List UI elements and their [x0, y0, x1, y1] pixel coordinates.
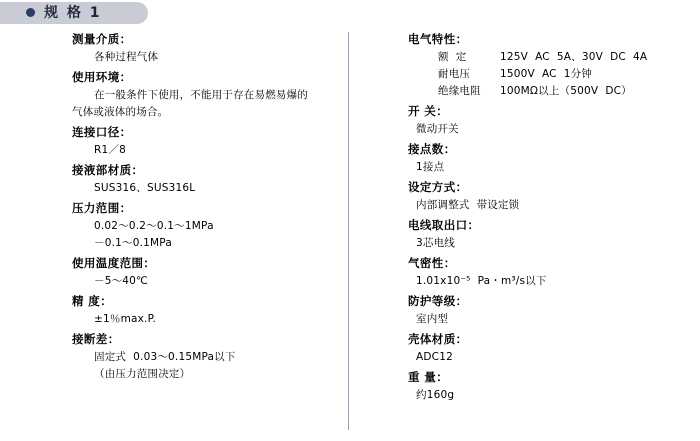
- spec-term: 使用温度范围：: [72, 256, 156, 270]
- spec-value-row: [386, 66, 686, 83]
- spec-value: 在一般条件下使用，不能用于存在易燃易爆的: [94, 89, 308, 101]
- spec-value: 各种过程气体: [94, 51, 159, 63]
- spec-term: 精 度：: [72, 294, 113, 308]
- spec-value-text: 1500V AC 1分钟: [500, 68, 593, 80]
- spec-item: [386, 102, 686, 138]
- spec-value: ADC12: [416, 351, 453, 363]
- spec-value: R1／8: [94, 144, 126, 156]
- spec-columns: [0, 30, 700, 441]
- spec-item: [42, 30, 342, 66]
- spec-value: －5～40℃: [94, 275, 149, 287]
- spec-term: 壳体材质：: [408, 332, 468, 346]
- spec-value: 微动开关: [416, 123, 459, 135]
- spec-item: [386, 178, 686, 214]
- spec-value: ±1％max.P.: [94, 313, 157, 325]
- spec-value: 约160g: [416, 389, 455, 401]
- spec-value-label: 耐电压: [438, 68, 471, 80]
- spec-value: SUS316、SUS316L: [94, 182, 196, 194]
- spec-value: 0.02～0.2～0.1～1MPa: [94, 220, 214, 232]
- spec-term: 防护等级：: [408, 294, 468, 308]
- spec-term: 重 量：: [408, 370, 449, 384]
- spec-term: 电气特性：: [408, 32, 468, 46]
- spec-value-row: [386, 83, 686, 100]
- spec-item: [386, 292, 686, 328]
- spec-term: 接断差：: [72, 332, 120, 346]
- spec-value: －0.1～0.1MPa: [94, 237, 172, 249]
- page-title: 规 格 1: [44, 5, 102, 21]
- spec-item: [386, 368, 686, 404]
- spec-term: 压力范围：: [72, 201, 132, 215]
- spec-value: 固定式 0.03～0.15MPa以下: [94, 351, 236, 363]
- spec-item: [386, 140, 686, 176]
- spec-value: 1接点: [416, 161, 445, 173]
- spec-value-row: [386, 49, 686, 66]
- spec-item: [42, 199, 342, 252]
- spec-item: [386, 30, 686, 100]
- spec-item: [42, 161, 342, 197]
- spec-term: 设定方式：: [408, 180, 468, 194]
- spec-term: 接点数：: [408, 142, 456, 156]
- spec-value: 内部调整式 带设定锁: [416, 199, 520, 211]
- left-spec-column: [42, 30, 342, 385]
- spec-term: 电线取出口：: [408, 218, 480, 232]
- spec-item: [42, 68, 342, 121]
- spec-value-label: 额 定: [438, 51, 467, 63]
- spec-term: 使用环境：: [72, 70, 132, 84]
- spec-value: 1.01x10⁻⁵ Pa・m³/s以下: [416, 275, 547, 287]
- spec-term: 连接口径：: [72, 125, 132, 139]
- spec-item: [42, 292, 342, 328]
- spec-item: [386, 330, 686, 366]
- spec-term: 开 关：: [408, 104, 449, 118]
- spec-value: 室内型: [416, 313, 449, 325]
- spec-item: [42, 254, 342, 290]
- spec-value-text: 100MΩ以上（500V DC）: [500, 85, 632, 97]
- spec-value-text: 125V AC 5A、30V DC 4A: [500, 51, 648, 63]
- column-divider: [348, 32, 349, 430]
- spec-value: 3芯电线: [416, 237, 455, 249]
- bullet-dot-icon: [26, 8, 35, 17]
- spec-item: [386, 216, 686, 252]
- spec-item: [386, 254, 686, 290]
- spec-value-label: 绝缘电阻: [438, 85, 481, 97]
- spec-term: 气密性：: [408, 256, 456, 270]
- section-header: [0, 0, 700, 26]
- right-spec-column: [386, 30, 686, 406]
- spec-item: [42, 123, 342, 159]
- spec-term: 接液部材质：: [72, 163, 144, 177]
- spec-value: （由压力范围决定）: [94, 368, 191, 380]
- spec-term: 测量介质：: [72, 32, 132, 46]
- spec-value: 气体或液体的场合。: [72, 106, 169, 118]
- spec-item: [42, 330, 342, 383]
